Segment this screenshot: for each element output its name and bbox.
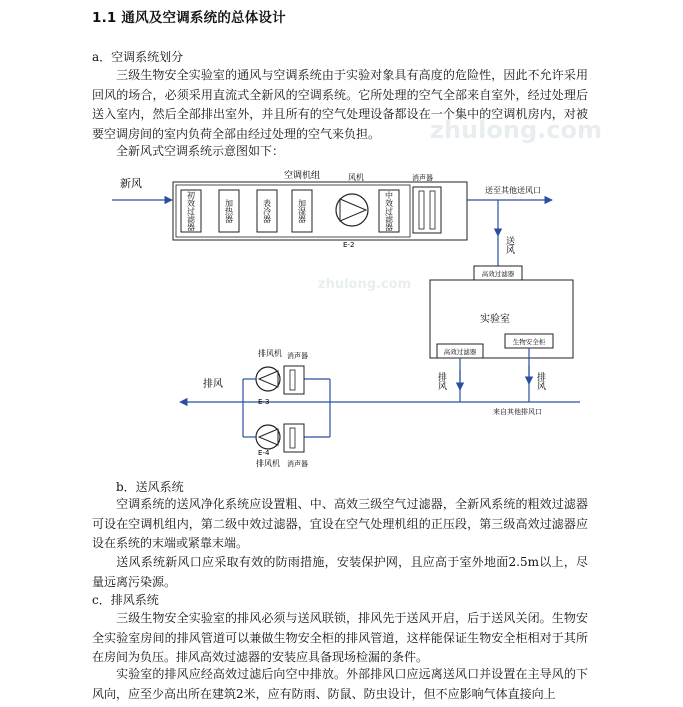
silencer-top-baffle-2 [430, 191, 435, 229]
diagram-caption: 全新风式空调系统示意图如下： [116, 144, 285, 158]
silencer-mid-label: 消声器 [287, 352, 308, 360]
section-c-paragraph-2 [92, 665, 588, 704]
section-b-text-1: 空调系统的送风净化系统应设置粗、中、高效三级空气过滤器，全新风系统的粗效过滤器可设在空调机组内，第二级中效过滤器，宜设在空气处理机组的正压段，第三级高效过滤器应设在系统的末端或紧靠末端。 [92, 497, 588, 550]
to-other-outlet-label: 送至其他送风口 [485, 186, 541, 195]
fresh-air-label: 新风 [120, 177, 142, 190]
bio-safety-cabinet-label: 生物安全柜 [512, 338, 546, 346]
from-other-exhaust-label: 来自其他排风口 [493, 408, 542, 416]
silencer-bottom-label: 消声器 [287, 460, 308, 468]
section-c-text-1: 三级生物安全实验室的排风必须与送风联锁，排风先于送风开启，后于送风关闭。生物安全实验室房间的排风管道可以兼做生物安全柜的排风管道，这样能保证生物安全柜相对于其所在房间为负压。排风高效过滤器的安装应具备现场检漏的条件。 [92, 611, 588, 664]
section-b-text-2: 送风系统新风口应采取有效的防雨措施，安装保护网，且应高于室外地面2.5m以上，尽量远离污染源。 [92, 555, 588, 589]
e3-label: E-3 [258, 398, 270, 406]
ahu-label: 空调机组 [284, 171, 321, 181]
silencer-mid-baffle [290, 370, 295, 390]
hepa-bottom-label: 高效过滤器 [443, 348, 477, 356]
section-a-title: a．空调系统划分 [92, 50, 184, 64]
hepa-top-label: 高效过滤器 [481, 270, 515, 278]
exhaust-out-label: 排风 [203, 379, 223, 390]
e2-label: E-2 [343, 241, 355, 249]
surface-cooler-label: 表冷器 [262, 199, 272, 223]
section-c-text-2: 实验室的排风应经高效过滤后向空中排放。外部排风口应远离送风口并设置在主导风的下风向，应至少高出所在建筑2米，应有防雨、防鼠、防虫设计，但不应影响气体直接向上 [92, 667, 588, 701]
watermark-top: zhulong.com [430, 116, 602, 144]
primary-filter-label: 初效过滤器 [186, 191, 196, 231]
watermark-mid: zhulong.com [318, 277, 412, 292]
section-a-text: 三级生物安全实验室的通风与空调系统由于实验对象具有高度的危险性，因此不允许采用回风的场合，必须采用直流式全新风的空调系统。它所处理的空气全部来自室外，经过处理后送入室内，然后全部排出室外，并且所有的空气处理设备都设在一个集中的空调机房内，对被要空调房间的室内负荷全部由经过处理的空气来负担。 [92, 68, 588, 141]
section-c-title: c．排风系统 [92, 593, 159, 607]
exhaust-right-label: 排风 [535, 372, 545, 390]
silencer-bottom-baffle [290, 428, 295, 448]
section-c-paragraph-1 [92, 609, 588, 668]
exhaust-fan-bottom-label: 排风机 [256, 459, 280, 468]
exhaust-fan-top-label: 排风机 [258, 349, 282, 358]
exhaust-left-label: 排风 [436, 372, 446, 390]
e4-label: E-4 [258, 449, 270, 457]
lab-label: 实验室 [480, 314, 510, 325]
medium-filter-label: 中效过滤器 [384, 191, 394, 231]
heater-label: 加热器 [224, 199, 234, 223]
silencer-top-baffle-1 [419, 191, 424, 229]
silencer-top-label: 消声器 [412, 174, 433, 182]
supply-air-label: 送风 [504, 236, 514, 254]
humidifier-label: 加湿器 [297, 199, 307, 223]
section-b-title: b．送风系统 [116, 480, 184, 494]
section-b-paragraph-1 [92, 495, 588, 554]
fan-label: 风机 [348, 173, 364, 182]
silencer-top [413, 187, 441, 233]
section-b-paragraph-2 [92, 553, 588, 592]
section-heading: 1.1 通风及空调系统的总体设计 [92, 10, 286, 26]
